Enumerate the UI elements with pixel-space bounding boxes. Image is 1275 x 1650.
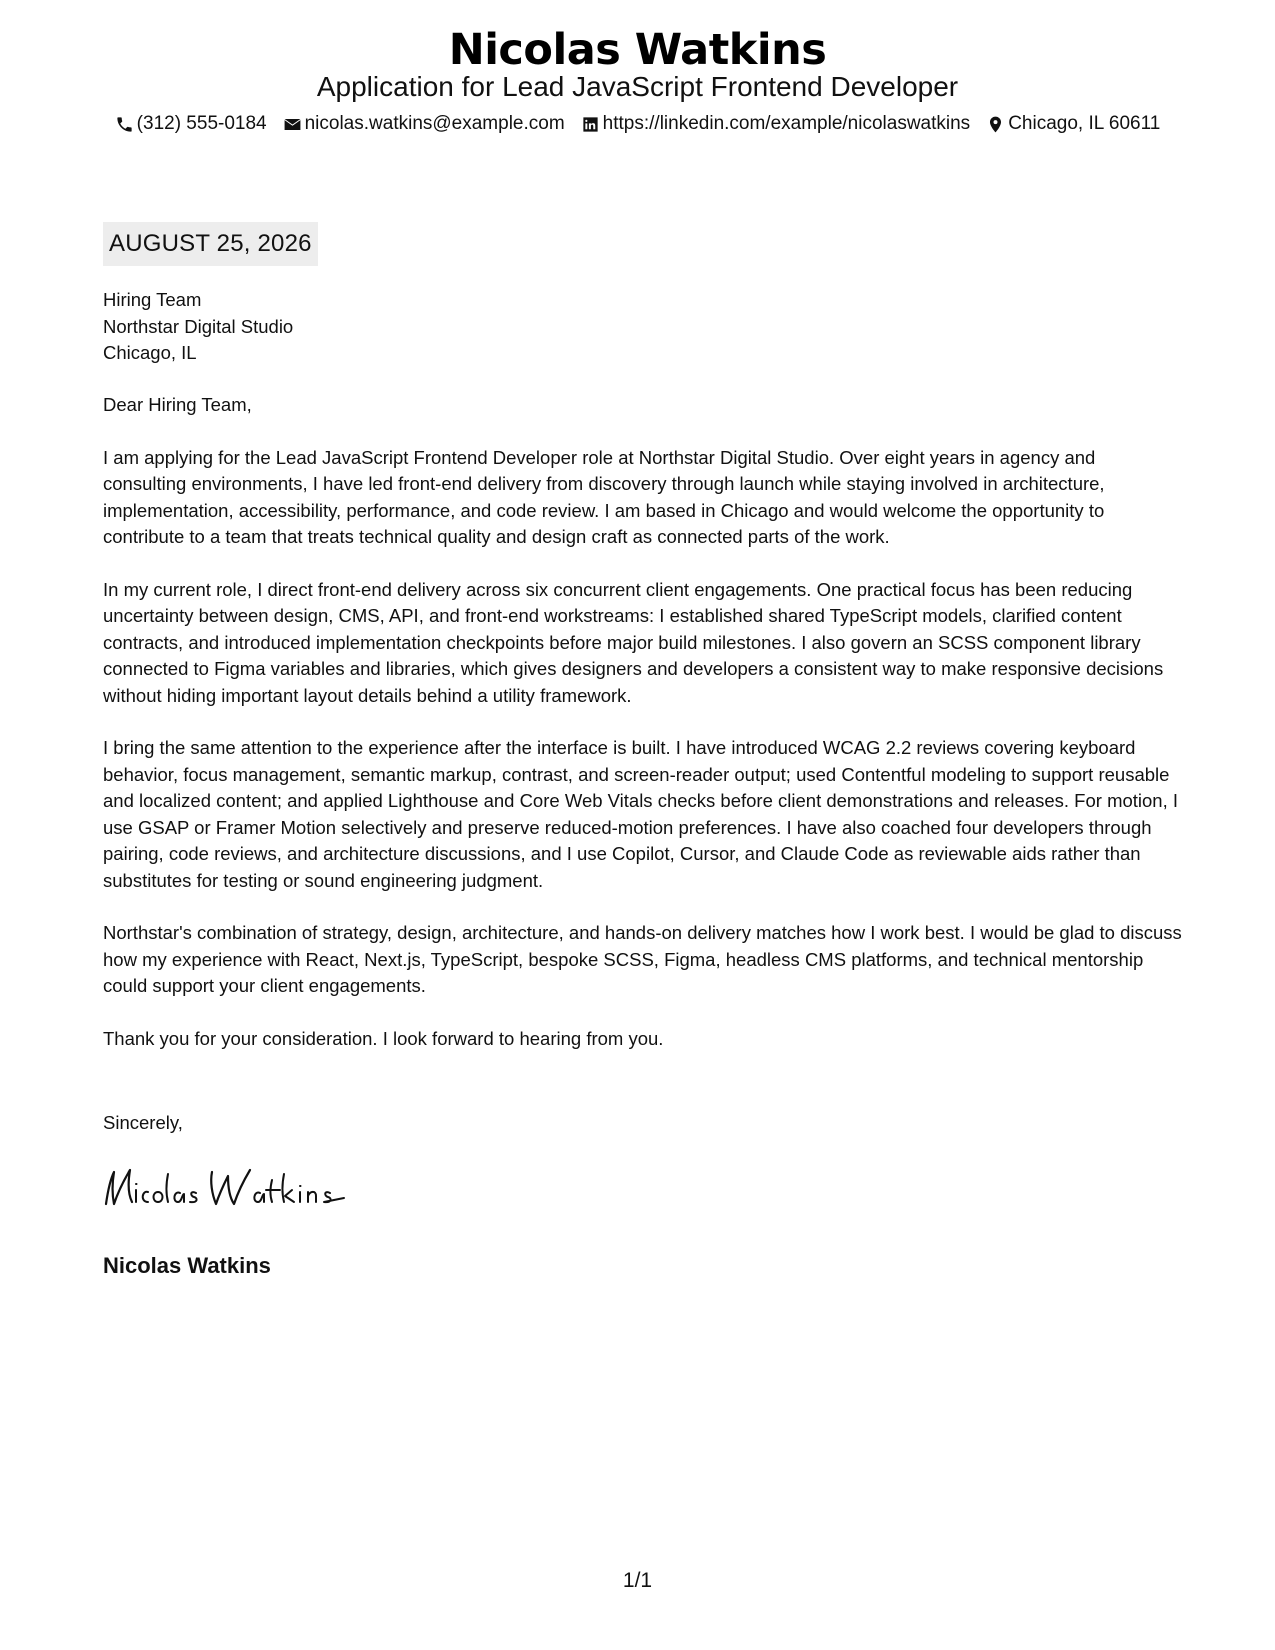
contact-location [986,112,1160,136]
linkedin-icon [581,115,600,134]
linkedin-text[interactable]: https://linkedin.com/example/nicolaswatkins [602,113,971,134]
letter-body [103,392,1183,1078]
envelope-icon [283,115,302,134]
application-subtitle: Application for Lead JavaScript Frontend Developer [316,71,959,102]
salutation: Dear Hiring Team, [103,394,252,415]
contact-phone [115,112,267,136]
phone-icon [115,115,134,134]
closing: Sincerely, [103,1112,183,1133]
phone-text: (312) 555-0184 [136,113,267,134]
location-text: Chicago, IL 60611 [1008,113,1161,134]
body-paragraph: I am applying for the Lead JavaScript Frontend Developer role at Northstar Digital Studio. Over eight years in agency and consulting environments, I have led front-end delivery from discovery through launch while staying involved in architecture, implementation, accessibility, performance, and code review. I am based in Chicago and would welcome the opportunity to contribute to a team that treats technical quality and design craft as connected parts of the work. [103,446,1105,547]
recipient-line: Chicago, IL [103,342,197,363]
signed-name: Nicolas Watkins [103,1253,271,1278]
page-number: 1/1 [622,1569,653,1592]
body-paragraph: Thank you for your consideration. I look forward to hearing from you. [103,1027,664,1049]
applicant-name: Nicolas Watkins [448,25,827,75]
body-paragraph: In my current role, I direct front-end delivery across six concurrent client engagements. One practical focus has been reducing uncertainty between design, CMS, API, and front-end workstreams: I established shared TypeScript models, clarified content contracts, and introduced implementation checkpoints before major build milestones. I also govern an SCSS component library connected to Figma variables and libraries, which gives designers and developers a consistent way to make responsive decisions without hiding important layout details behind a utility framework. [103,578,1164,706]
recipient-line: Northstar Digital Studio [103,315,294,337]
contact-bar [0,112,1275,136]
email-text[interactable]: nicolas.watkins@example.com [304,113,565,134]
body-paragraph: Northstar's combination of strategy, design, architecture, and hands-on delivery matches how I work best. I would be glad to discuss how my experience with React, Next.js, TypeScript, bespoke SCSS, Figma, headless CMS platforms, and technical mentorship could support your client engagements. [103,922,1182,996]
letter-date: AUGUST 25, 2026 [103,222,318,266]
map-marker-icon [986,115,1005,134]
handwritten-signature [100,1160,370,1216]
body-paragraph: I bring the same attention to the experience after the interface is built. I have introduced WCAG 2.2 reviews covering keyboard behavior, focus management, semantic markup, contrast, and screen-reader output; used Contentful modeling to support reusable and localized content; and applied Lighthouse and Core Web Vitals checks before client demonstrations and releases. For motion, I use GSAP or Framer Motion selectively and preserve reduced-motion preferences. I have also coached four developers through pairing, code reviews, and architecture discussions, and I use Copilot, Cursor, and Claude Code as reviewable aids rather than substitutes for testing or sound engineering judgment. [103,737,1179,891]
contact-email[interactable] [283,112,565,136]
recipient-address [103,287,293,367]
contact-linkedin[interactable] [581,112,971,136]
recipient-line: Hiring Team [103,289,202,310]
